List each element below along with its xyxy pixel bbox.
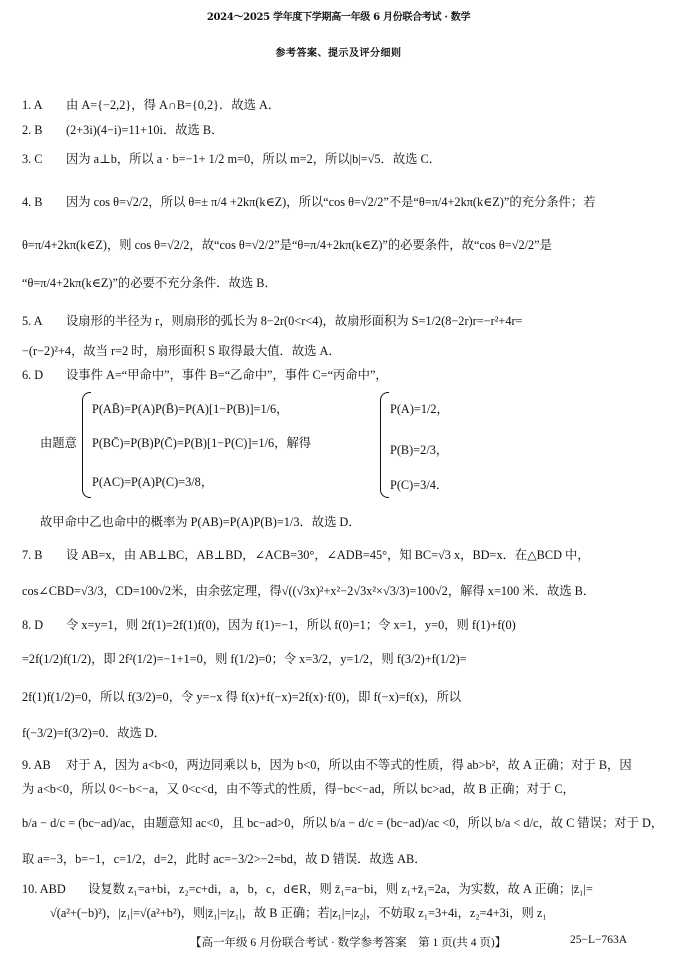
answer-line: cos∠CBD=√3/3，CD=100√2米，由余弦定理，得√((√3x)²+x²−2√3x²×√3/3)=100√2，解得 x=100 米．故选 B． — [22, 584, 596, 598]
answer-line: f(−3/2)=f(3/2)=0．故选 D． — [22, 726, 167, 740]
answer-line: 为 a<b<0，所以 0<−b<−a，又 0<c<d，由不等式的性质，得−bc<−ad，所以 bc>ad，故 B 正确；对于 C， — [22, 782, 575, 796]
answer-label: 10. ABD — [22, 882, 66, 896]
equation-line: P(AB̄)=P(A)P(B̄)=P(A)[1−P(B)]=1/6， — [92, 402, 289, 416]
exam-subtitle: 参考答案、提示及评分细则 — [275, 48, 402, 59]
answer-label: 1. A — [22, 98, 43, 112]
equation-line: P(AC)=P(A)P(C)=3/8， — [92, 475, 214, 489]
answer-line: θ=π/4+2kπ(k∈Z)，则 cos θ=√2/2，故“cos θ=√2/2”是“θ=π/4+2kπ(k∈Z)”的必要条件，故“cos θ=√2/2”是 — [22, 238, 552, 252]
answer-line: “θ=π/4+2kπ(k∈Z)”的必要不充分条件．故选 B． — [22, 276, 277, 290]
answer-label: 6. D — [22, 368, 44, 382]
answer-line: 设复数 z₁=a+bi，z₂=c+di，a，b，c，d∈R，则 z̄₁=a−bi，则 z₁+z̄₁=2a，为实数，故 A 正确；|z̄₁|= — [88, 882, 593, 896]
left-brace — [82, 392, 91, 498]
answer-text: 因为 a⊥b，所以 a · b=−1+ 1/2 m=0，所以 m=2，所以|b|=√5．故选 C． — [66, 152, 441, 166]
equation-line: P(A)=1/2， — [390, 402, 449, 416]
answer-line: 设扇形的半径为 r，则扇形的弧长为 8−2r(0<r<4)，故扇形面积为 S=1/2(8−2r)r=−r²+4r= — [66, 314, 523, 328]
answer-line: 对于 A，因为 a<b<0，两边同乘以 b，因为 b<0，所以由不等式的性质，得 ab>b²，故 A 正确；对于 B，因 — [66, 758, 632, 772]
answer-text: (2+3i)(4−i)=11+10i．故选 B． — [66, 123, 224, 137]
equation-line: P(B)=2/3， — [390, 443, 449, 457]
footer-page-info: 【高一年级 6 月份联合考试 · 数学参考答案 第 1 页(共 4 页)】 — [190, 937, 507, 949]
answer-label: 7. B — [22, 548, 43, 562]
answer-line: 因为 cos θ=√2/2，所以 θ=± π/4 +2kπ(k∈Z)，所以“cos θ=√2/2”不是“θ=π/4+2kπ(k∈Z)”的充分条件；若 — [66, 195, 596, 209]
answer-label: 5. A — [22, 314, 43, 328]
answer-line: 由题意 — [40, 436, 77, 450]
answer-label: 3. C — [22, 152, 43, 166]
answer-line: 令 x=y=1，则 2f(1)=2f(1)f(0)，因为 f(1)=−1，所以 f(0)=1；令 x=1，y=0，则 f(1)+f(0) — [66, 618, 516, 632]
answer-line: 故甲命中乙也命中的概率为 P(AB)=P(A)P(B)=1/3．故选 D． — [40, 515, 361, 529]
exam-title: 2024～2025 学年度下学期高一年级 6 月份联合考试 · 数学 — [206, 12, 471, 23]
answer-label: 8. D — [22, 618, 44, 632]
answer-text: 由 A={−2,2}，得 A∩B={0,2}．故选 A． — [66, 98, 281, 112]
answer-label: 2. B — [22, 123, 43, 137]
answer-label: 9. AB — [22, 758, 51, 772]
footer-code: 25−L−763A — [570, 934, 628, 946]
left-brace — [380, 392, 389, 498]
equation-line: P(BC̄)=P(B)P(C̄)=P(B)[1−P(C)]=1/6，解得 — [92, 436, 312, 450]
answer-line: √(a²+(−b)²)，|z₁|=√(a²+b²)，则|z̄₁|=|z₁|，故 B 正确；若|z₁|=|z₂|，不妨取 z₁=3+4i，z₂=4+3i，则 z₁ — [50, 906, 547, 920]
answer-line: 设 AB=x，由 AB⊥BC，AB⊥BD，∠ACB=30°，∠ADB=45°，知 BC=√3 x，BD=x．在△BCD 中， — [66, 548, 590, 562]
answer-line: =2f(1/2)f(1/2)，即 2f²(1/2)=−1+1=0，则 f(1/2)=0；令 x=3/2，y=1/2，则 f(3/2)+f(1/2)= — [22, 652, 467, 666]
answer-line: 2f(1)f(1/2)=0，所以 f(3/2)=0，令 y=−x 得 f(x)+f(−x)=2f(x)·f(0)，即 f(−x)=f(x)，所以 — [22, 690, 462, 704]
answer-line: 设事件 A=“甲命中”，事件 B=“乙命中”，事件 C=“丙命中”， — [66, 368, 388, 382]
answer-line: 取 a=−3，b=−1，c=1/2，d=2，此时 ac=−3/2>−2=bd，故 D 错误．故选 AB． — [22, 852, 427, 866]
answer-line: −(r−2)²+4，故当 r=2 时，扇形面积 S 取得最大值．故选 A． — [22, 344, 341, 358]
answer-label: 4. B — [22, 195, 43, 209]
equation-line: P(C)=3/4． — [390, 478, 449, 492]
answer-line: b/a − d/c = (bc−ad)/ac，由题意知 ac<0，且 bc−ad>0，所以 b/a − d/c = (bc−ad)/ac <0，所以 b/a < d/c，故 C 错误；对于 D， — [22, 816, 664, 830]
